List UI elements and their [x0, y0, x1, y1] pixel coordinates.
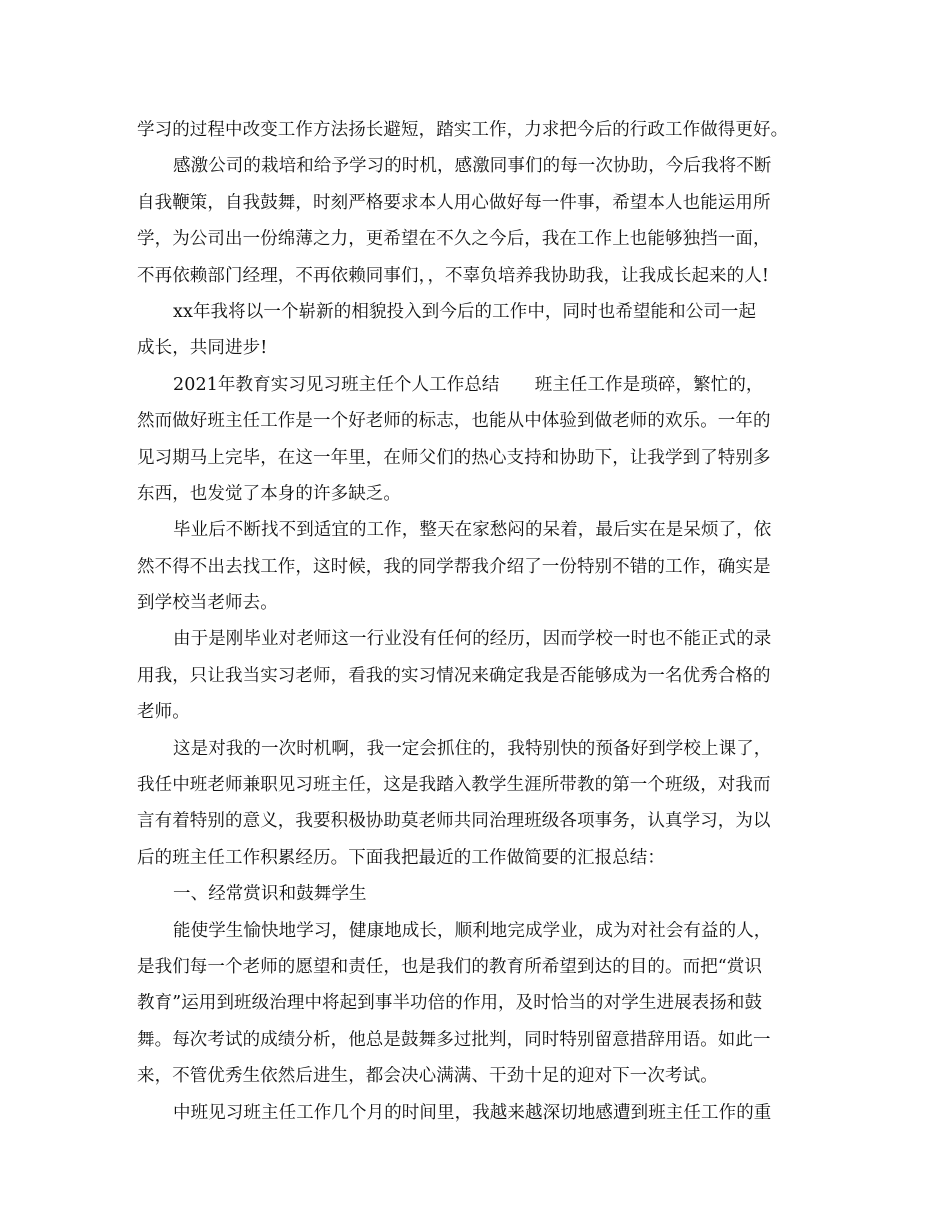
paragraph-line: 言有着特别的意义，我要积极协助莫老师共同治理班级各项事务，认真学习，为以	[137, 811, 771, 832]
paragraph-line: 来，不管优秀生依然后进生，都会决心满满、干劲十足的迎对下一次考试。	[137, 1066, 718, 1087]
paragraph-first-line: xx年我将以一个崭新的相貌投入到今后的工作中，同时也希望能和公司一起	[173, 301, 757, 322]
paragraph-line: 然不得不出去找工作，这时候，我的同学帮我介绍了一份特别不错的工作，确实是	[137, 556, 771, 577]
paragraph-first-line: 毕业后不断找不到适宜的工作，整天在家愁闷的呆着，最后实在是呆烦了，依	[173, 520, 772, 541]
paragraph-line: 我任中班老师兼职见习班主任，这是我踏入教学生涯所带教的第一个班级，对我而	[137, 775, 771, 796]
paragraph-line: 学习的过程中改变工作方法扬长避短，踏实工作，力求把今后的行政工作做得更好。	[137, 120, 789, 140]
paragraph-line: 老师。	[137, 702, 190, 723]
paragraph-line: 到学校当老师去。	[137, 593, 278, 614]
paragraph-first-line: 由于是刚毕业对老师这一行业没有任何的经历，因而学校一时也不能正式的录	[173, 629, 772, 650]
paragraph-line: 舞。每次考试的成绩分析，他总是鼓舞多过批判，同时特别留意措辞用语。如此一	[137, 1029, 771, 1050]
paragraph-line: 学，为公司出一份绵薄之力，更希望在不久之今后，我在工作上也能够独挡一面，	[137, 229, 771, 250]
paragraph-line: 然而做好班主任工作是一个好老师的标志，也能从中体验到做老师的欢乐。一年的	[137, 411, 771, 432]
paragraph-line: 是我们每一个老师的愿望和责任，也是我们的教育所希望到达的目的。而把“赏识	[137, 956, 763, 977]
paragraph-line: 见习期马上完毕，在这一年里，在师父们的热心支持和协助下，让我学到了特别多	[137, 447, 771, 468]
paragraph-first-line: 一、经常赏识和鼓舞学生	[173, 884, 367, 905]
paragraph-line: 不再依赖部门经理，不再依赖同事们，，不辜负培养我协助我，让我成长起来的人!	[137, 265, 769, 286]
paragraph-line: 后的班主任工作积累经历。下面我把最近的工作做简要的汇报总结：	[137, 847, 665, 868]
paragraph-first-line: 中班见习班主任工作几个月的时间里，我越来越深切地感遭到班主任工作的重	[173, 1102, 772, 1123]
paragraph-first-line: 这是对我的一次时机啊，我一定会抓住的，我特别快的预备好到学校上课了，	[173, 738, 772, 759]
paragraph-first-line: 能使学生愉快地学习，健康地成长，顺利地完成学业，成为对社会有益的人，	[173, 920, 772, 941]
paragraph-first-line: 感激公司的栽培和给予学习的时机，感激同事们的每一次协助，今后我将不断	[173, 156, 772, 177]
paragraph-line: 用我，只让我当实习老师，看我的实习情况来确定我是否能够成为一名优秀合格的	[137, 665, 771, 686]
document-body	[137, 112, 817, 1131]
paragraph-first-line: 2021年教育实习见习班主任个人工作总结 班主任工作是琐碎，繁忙的，	[173, 374, 764, 395]
paragraph-line: 东西，也发觉了本身的许多缺乏。	[137, 483, 401, 504]
paragraph-line: 教育”运用到班级治理中将起到事半功倍的作用，及时恰当的对学生进展表扬和鼓	[137, 993, 763, 1014]
paragraph-line: 成长，共同进步!	[137, 338, 268, 359]
paragraph-line: 自我鞭策，自我鼓舞，时刻严格要求本人用心做好每一件事，希望本人也能运用所	[137, 192, 771, 213]
